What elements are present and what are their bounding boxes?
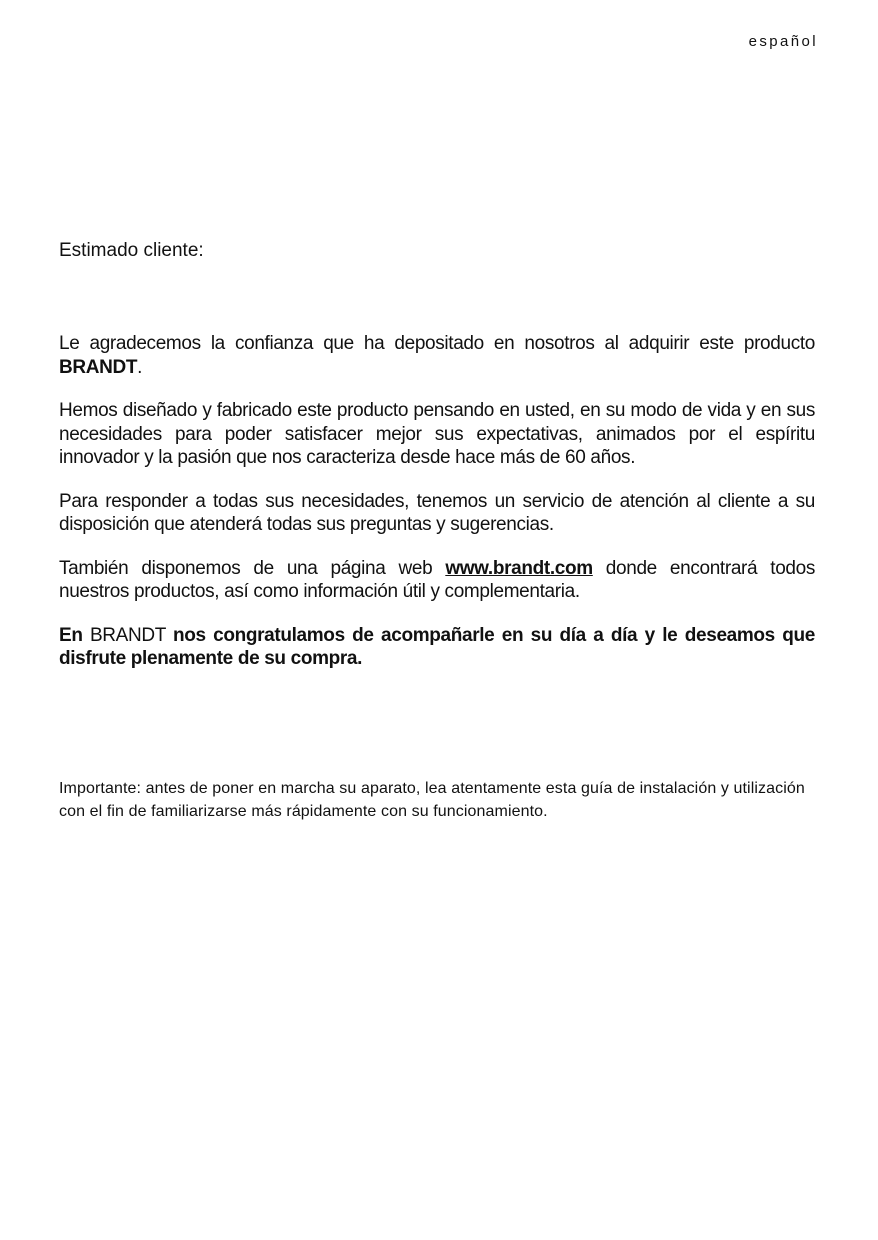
- important-text: Importante: antes de poner en marcha su aparato, lea atentamente esta guía de instalación y utilización con el fin de familiarizarse más rápidamente con su funcionamiento.: [59, 780, 805, 820]
- website-link[interactable]: www.brandt.com: [445, 557, 593, 579]
- paragraph-service: Para responder a todas sus necesidades, tenemos un servicio de atención al cliente a su disposición que atenderá todas sus preguntas y sugerencias.: [59, 490, 815, 535]
- paragraph-website: [59, 557, 815, 604]
- brand-name: BRANDT: [59, 356, 138, 378]
- closing-text: nos congratulamos de acompañarle en su día a día y le deseamos que disfrute plenamente de su compra.: [59, 624, 815, 669]
- closing-en: En: [59, 624, 83, 646]
- paragraph-closing: [59, 624, 815, 671]
- thanks-text: Le agradecemos la confianza que ha depositado en nosotros al adquirir este producto: [59, 333, 815, 354]
- website-text-after: donde encontrará todos nuestros productos, así como información útil y complementaria.: [59, 557, 816, 602]
- paragraph-thanks: [59, 332, 815, 379]
- greeting: Estimado cliente:: [59, 240, 204, 261]
- letter-body: [59, 332, 815, 691]
- website-text-before: También disponemos de una página web: [59, 557, 446, 579]
- closing-brand: BRANDT: [82, 624, 174, 646]
- language-label: español: [748, 33, 818, 50]
- thanks-period: .: [137, 356, 143, 378]
- paragraph-design: Hemos diseñado y fabricado este producto pensando en usted, en su modo de vida y en sus necesidades para poder satisfacer mejor sus expectativas, animados por el espíritu innovador y la pasión que nos caracteriza desde hace más de 60 años.: [59, 400, 815, 468]
- important-notice: [59, 777, 815, 823]
